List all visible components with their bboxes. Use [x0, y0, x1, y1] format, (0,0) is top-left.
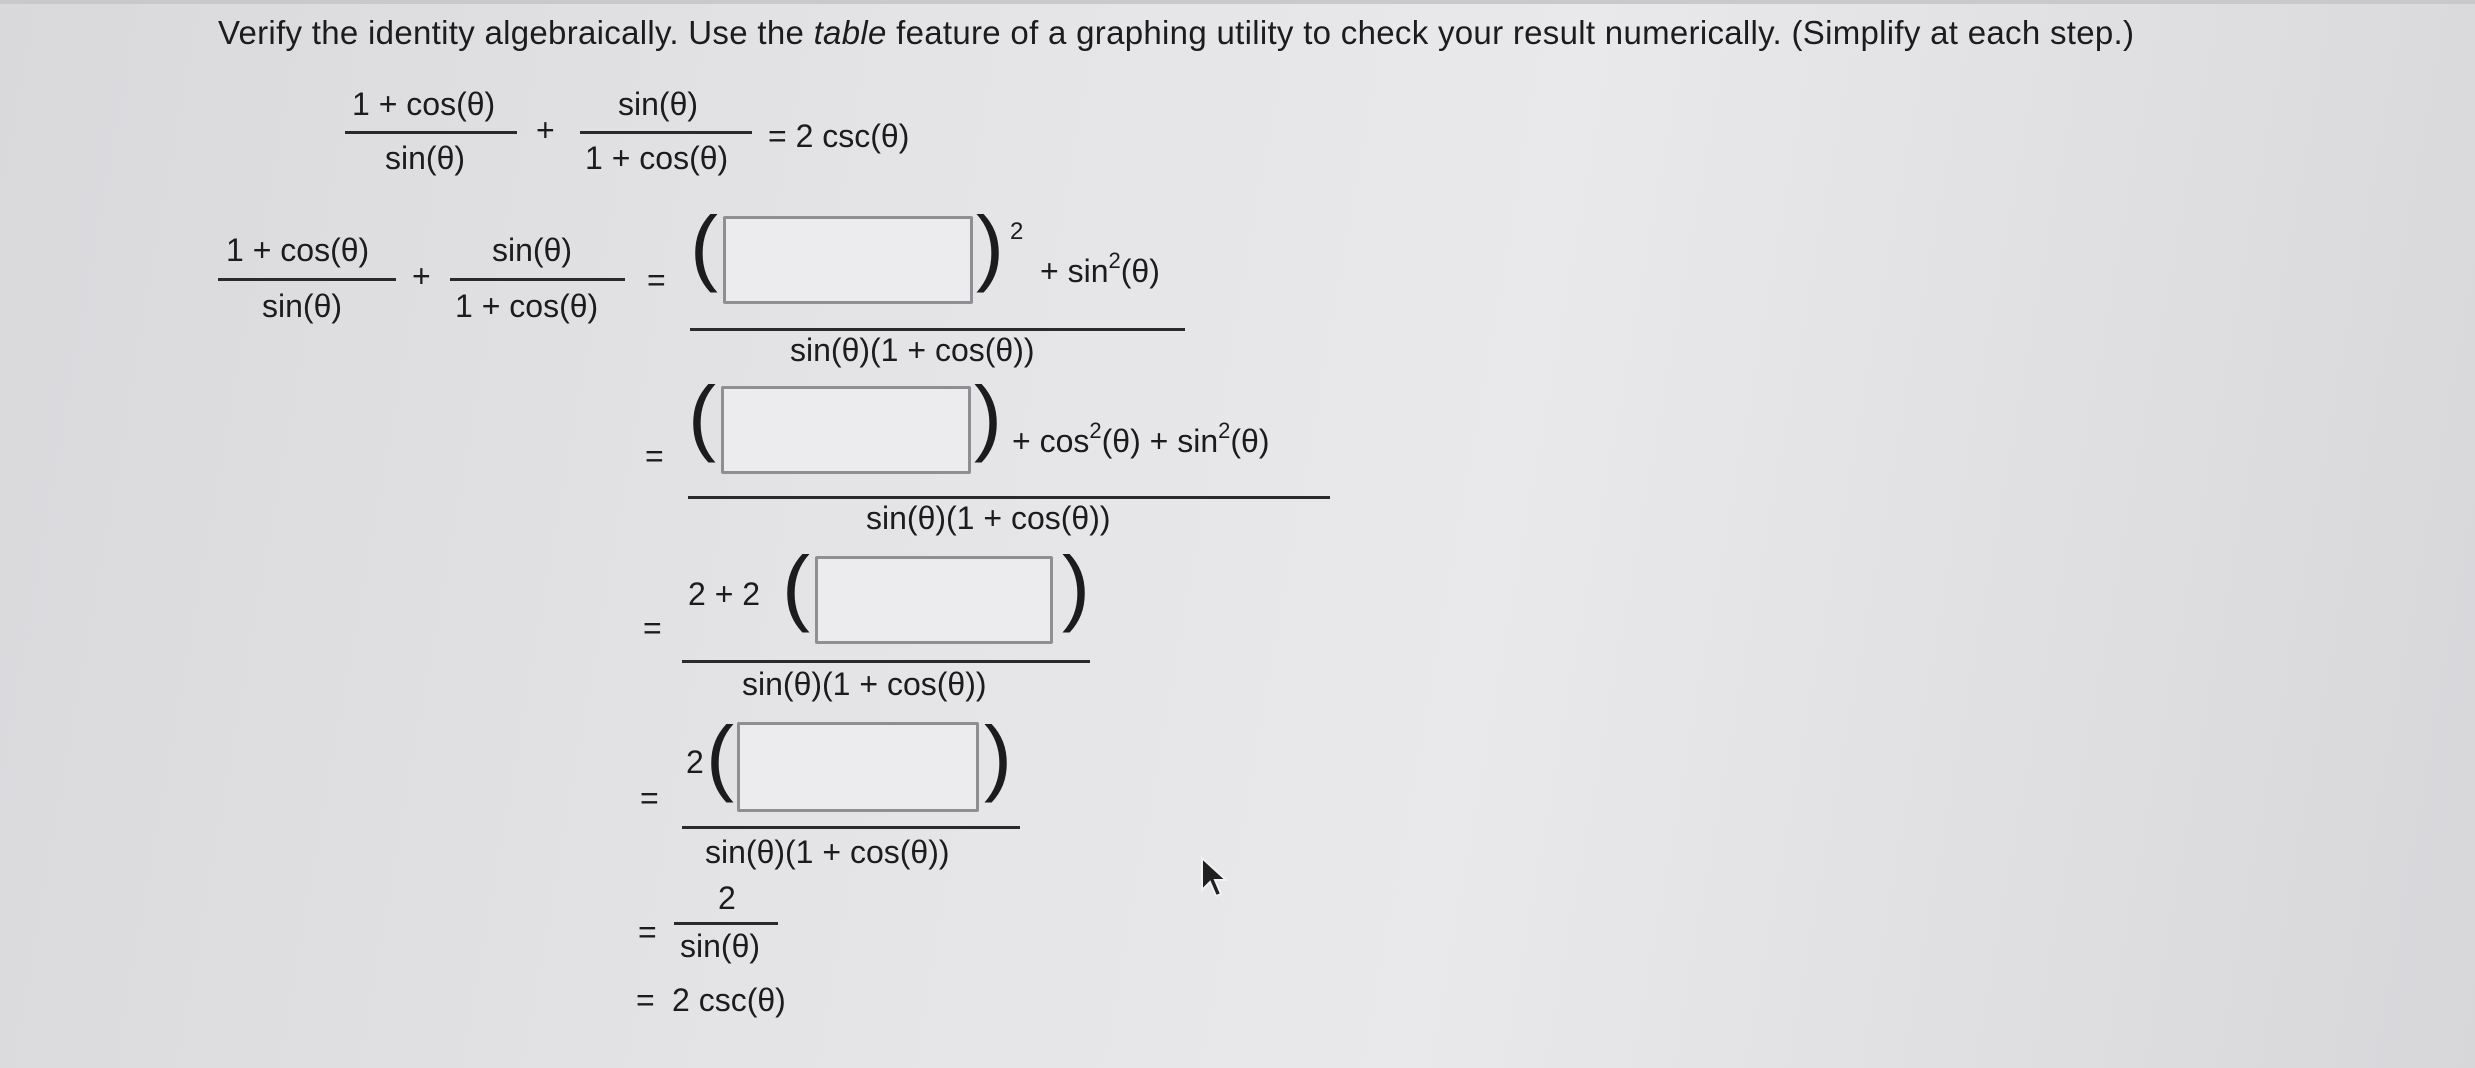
- step1-answer-input[interactable]: [723, 216, 973, 304]
- identity-denominator-1: sin(θ): [385, 140, 466, 176]
- question-text: [218, 14, 2134, 52]
- left-paren: (: [782, 539, 810, 633]
- equals-sign-5: =: [638, 914, 657, 950]
- step1-tail-a: + sin: [1040, 253, 1109, 289]
- step5-fraction-bar: [674, 922, 778, 925]
- step1-denominator: sin(θ)(1 + cos(θ)): [790, 332, 1035, 368]
- work-fraction-bar-1: [218, 278, 396, 281]
- step1-tail-b: (θ): [1120, 253, 1160, 289]
- step2-tail-exponent-1: 2: [1089, 418, 1102, 443]
- step1-tail-exponent: 2: [1108, 248, 1121, 273]
- step2-tail: [1012, 418, 1269, 460]
- work-plus: +: [412, 258, 431, 294]
- identity-fraction-bar-2: [580, 131, 752, 134]
- left-paren: (: [706, 709, 734, 803]
- identity-numerator-1: 1 + cos(θ): [352, 86, 496, 122]
- step2-tail-a: + cos: [1012, 423, 1090, 459]
- left-paren: (: [690, 199, 718, 293]
- step5-numerator: 2: [718, 880, 736, 916]
- step2-tail-b: (θ) + sin: [1101, 423, 1219, 459]
- question-part-b: feature of a graphing utility to check your result numerically. (Simplify at each step.): [886, 14, 2135, 51]
- left-paren: (: [688, 369, 716, 463]
- equals-sign-6: =: [636, 982, 655, 1018]
- equals-sign-3: =: [643, 610, 662, 646]
- step5-denominator: sin(θ): [680, 928, 761, 964]
- identity-denominator-2: 1 + cos(θ): [585, 140, 729, 176]
- step4-answer-input[interactable]: [737, 722, 979, 812]
- question-emphasis: table: [813, 14, 887, 51]
- work-denominator-1: sin(θ): [262, 288, 343, 324]
- right-paren: ): [984, 709, 1012, 803]
- step1-exponent: 2: [1010, 218, 1024, 245]
- step2-denominator: sin(θ)(1 + cos(θ)): [866, 500, 1111, 536]
- step2-answer-input[interactable]: [721, 386, 971, 474]
- step2-tail-exponent-2: 2: [1218, 418, 1231, 443]
- work-numerator-1: 1 + cos(θ): [226, 232, 370, 268]
- step3-denominator: sin(θ)(1 + cos(θ)): [742, 666, 987, 702]
- step2-fraction-bar: [688, 496, 1330, 499]
- step3-prefix: 2 + 2: [688, 576, 761, 612]
- identity-plus: +: [536, 112, 555, 148]
- work-numerator-2: sin(θ): [492, 232, 573, 268]
- work-denominator-2: 1 + cos(θ): [455, 288, 599, 324]
- right-paren: ): [1062, 539, 1090, 633]
- identity-rhs: = 2 csc(θ): [768, 118, 910, 154]
- step4-fraction-bar: [682, 826, 1020, 829]
- step6-value: 2 csc(θ): [672, 982, 786, 1018]
- step3-fraction-bar: [682, 660, 1090, 663]
- right-paren: ): [974, 369, 1002, 463]
- equals-sign-2: =: [645, 438, 664, 474]
- step1-fraction-bar: [690, 328, 1185, 331]
- work-fraction-bar-2: [450, 278, 625, 281]
- right-paren: ): [976, 199, 1004, 293]
- step4-denominator: sin(θ)(1 + cos(θ)): [705, 834, 950, 870]
- equals-sign-1: =: [647, 262, 666, 298]
- step2-tail-c: (θ): [1230, 423, 1270, 459]
- top-border: [0, 0, 2475, 4]
- identity-fraction-bar-1: [345, 131, 517, 134]
- question-part-a: Verify the identity algebraically. Use the: [218, 14, 814, 51]
- step4-prefix: 2: [686, 744, 704, 780]
- equals-sign-4: =: [640, 780, 659, 816]
- step1-tail: [1040, 248, 1160, 290]
- mouse-pointer-icon: [1200, 856, 1230, 900]
- step3-answer-input[interactable]: [815, 556, 1053, 644]
- identity-numerator-2: sin(θ): [618, 86, 699, 122]
